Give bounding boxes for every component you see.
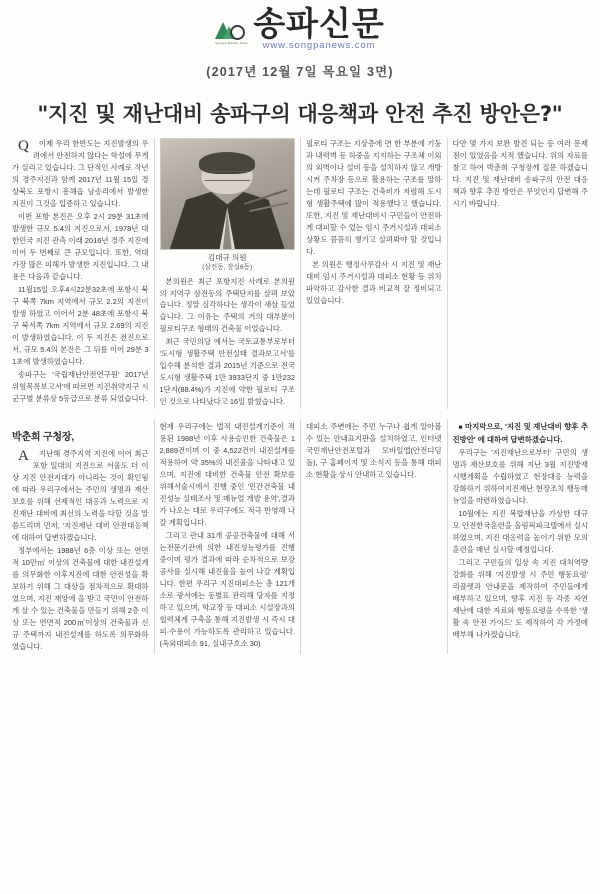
dropcap-q: Q	[18, 138, 29, 154]
column-1	[7, 138, 154, 409]
column-3	[300, 138, 447, 409]
paper-title: 송파신문	[253, 4, 385, 44]
paragraph: 10월에는 지진 복합재난을 가상한 대규모 안전한국훈련을 올림픽파크텔에서 실시하였으며, 지진 대응력을 높이기 위한 모의훈련을 매년 실시할 예정입니다.	[452, 508, 588, 554]
glasses-icon	[205, 171, 250, 181]
photo-caption: 김대규 의원	[207, 253, 247, 262]
column-5	[7, 419, 154, 654]
paragraph: 정부에서는 1988년 6층 이상 또는 연면적 10만㎡ 이상의 건축물에 대한 내진설계를 의무화한 이후지진에 대한 안전성을 확보하기 위해 그 대상을 점차적으로 확대하였으며, 지진 재앙에 을 받고 국민이 안전하게 살 수 있는 건축물을 만들기 위해 2층 이상 또는 연면적 200㎡이상의 건축물과 신규 주택까지 내진설계를 하도록 의무화하였습니다.	[12, 546, 149, 652]
masthead	[0, 0, 600, 52]
portrait-photo	[160, 138, 296, 250]
column-8	[447, 419, 594, 654]
paragraph: 우리구는 '지진재난으로부터' 구민의 생명과 재산보호를 위해 지난 3월 지진방재 시행계획을 수립하였고 현장대응 능력을 강화하기 위하여지진재난 현장조치 행동매뉴얼을 마련하였습니다.	[452, 447, 588, 505]
paragraph	[12, 448, 149, 544]
paragraph	[12, 138, 149, 210]
paragraph-text: 지난해 경주지역 지진에 이어 최근 포항 일대의 지진으로 서울도 더 이상 지진 안전지대가 아니라는 것이 확인됨에 따라 우리구에서는 주민의 생명과 재산보호를 위해 선제적인 대응과 노력으로 지진재난 대비에 최선의 노력을 다할 것을 말씀드리며 먼저, '지진재난 대비 안전대응책 에 대하여 답변하겠습니다.	[12, 449, 149, 543]
column-2	[154, 138, 301, 409]
page-headline: "지진 및 재난대비 송파구의 대응책과 안전 추진 방안은?"	[37, 102, 563, 126]
paragraph-text: 이제 우리 한반도는 지진발생의 우려에서 안전하지 않다는 학설에 무게가 실리고 있습니다. 그 단적인 사례로 작년의 경주지진과 함께 2017년 11월 15일 경상북도 포항시 흥해읍 남송리에서 발생한 지진이 그것을 입증하고 있습니다.	[12, 139, 149, 208]
column-4	[447, 138, 594, 409]
paragraph: 본의원은 최근 포항지진 사례로 본의원의 지역구 삼전동의 주택단지를 살펴 보았습니다. 정말 심각하다는 생각이 새삼 들었습니다. 그 이유는 주택의 거의 대부분이 필로티구조 형태의 건축물 이었습니다.	[159, 276, 295, 334]
logo-subtext: Songpa Weekly News	[215, 41, 249, 45]
songpa-mountain-logo-icon	[215, 14, 249, 45]
photo-caption-sub: (삼전동, 잠실6동)	[202, 263, 253, 271]
paragraph: 최근 국민의당 에서는 국토교통부로부터 '도시형 생활주택 안전실태 결과보고서'를 입수해 분석한 결과 2015년 기준으로 전국 도시형 생활주택 1만 3933단지 중 1만2321단지(88.4%)가 지진에 약한 필로티 구조인 것으로 나타났다고 16일 밝혔습니다.	[159, 337, 295, 407]
column-6	[154, 419, 301, 654]
masthead-text	[253, 4, 385, 52]
photo-figure	[160, 138, 296, 273]
dropcap-a: A	[18, 448, 29, 465]
column-7	[300, 419, 447, 654]
final-bullet-heading: ■ 마지막으로, '지진 및 재난대비 향후 추진방안' 에 대하여 답변하겠습니다.	[453, 421, 589, 446]
upper-columns	[0, 138, 600, 409]
paper-url[interactable]: www.songpanews.com	[262, 40, 376, 52]
dateline: (2017년 12월 7일 목요일 3면)	[206, 65, 394, 79]
paragraph: 송파구는 '국립재난안전연구원' 2017년 위험목록보고서'에 따르면 지진취약지구 시군구별 분류상 5등급으로 분류 되었습니다.	[12, 369, 149, 403]
paragraph: 본 의원은 행정사무감사 시 지진 및 재난대비 임시 주거시설과 대피소 현황 등 위치 파악하고 감사한 결과 비교적 잘 정비되고 있었습니다.	[306, 259, 442, 305]
answer-subheading: 박춘희 구청장,	[12, 432, 74, 444]
paragraph: 이번 포항 본진은 오후 2시 29분 31초에 발생한 규모 5.4의 지진으로서, 1978년 대한민국 지진 관측 이래 2016년 경주 지진에 이어 두 번째로 큰 규모입니다. 또한, 역대 가장 많은 피해가 발생한 지진입니다. 그 내용은 다음과 같습니다.	[12, 211, 149, 281]
paragraph: 그리고 관내 31개 공공건축물에 대해 서는전문기관에 의한 내진성능평가를 진행 중이며 평가 결과에 따라 순차적으로 보강공사를 실시해 내진율을 높여 나갈 계획입니다. 한편 우리구 지진대피소는 총 121개소로 광서에는 동별표 관리해 당자를 지정하고 있으며, 학교장 등 대피소 시설장과의 협력체계 구축을 통해 지진발생 시 즉시 대피·수용이 가능하도록 관리하고 있습니다. (옥외대피소 91, 실내구호소 30)	[159, 531, 295, 649]
paragraph: 11월15일 오후4시22분32초에 포항시 북구 북쪽 7km 지역에서 규모 2.2의 지진이 발생 하였고 이어서 2분 48초에 포항시 북구 북서쪽 7km 지역에서 규모 2.69의 지진이 발생하였습니다. 이 두 지진은 전진으로서, 규모 5.4의 본진은 그 뒤를 이어 29분 31초에 발생하였습니다.	[12, 284, 149, 366]
paragraph: 현재 우리구에는 법적 내진설계기준이 적용된 1988년 이후 사용승인한 건축물은 12,889건이며 이 중 4,522건이 내진설계를 적용하여 약 35%의 내진율을 나타내고 있으며, 지진에 대비한 건축물 안전 확보를 위해서술시에서 진행 중인 '민간건축물 내진성능 실태조사 및 매뉴얼 개발 용역',결과가 나오는 대로 우리구에도 적극 반영해 나갈 계획입니다.	[159, 422, 295, 528]
paragraph: 대피소 주변에는 주민 누구나 쉽게 알아볼 수 있는 안내표지판을 설치하였고, 인터넷 국민재난안전포털과 모바일앱(안전디딤돌), 구 홈페이지 및 소식지 등을 통해 대피소 현황을 상시 안내하고 있습니다.	[306, 422, 442, 480]
paragraph: 그리고 구민들의 일상 속 지진 대처역량 강화를 위해 '지진발생 시 주민 행동요령' 리플렛과 안내문을 제작하여 주민들에게 배부하고 있으며, 향후 지진 등 각종 자연재난에 대한 자료와 행동요령을 수록한 '생활 속 안전 가이드' 도 제작하여 각 가정에 배부해 나가겠습니다.	[452, 557, 588, 639]
paragraph: 다만 몇 가지 보완 발견 되는 등 여러 문제점이 있었음을 지적 했습니다. 위의 자료를 참고 하여 박춘희 구청장께 질문 하겠습니다. 지진 및 재난대비 송파구의 안전 대응책과 향후 추진 방안은 무엇인지 답변해 주시기 바랍니다.	[452, 139, 588, 208]
lower-columns	[0, 419, 600, 654]
paragraph: 필로티 구조는 지상층에 면 한 부분에 기둥과 내력벽 등 하중을 지지하는 구조체 이외의 외벽이나 설비 등을 설치하지 않고 개방시켜 주차장 등으로 활용하는 구조를 말하는데 필로티 구조는 건축비가 저렴해 도시형 생활주택에 많이 적용했다고 했습니다. 또한, 지진 및 재난대비시 구민들이 안전하게 대피할 수 있는 임시 주거시설과 대피소 상황도 꼼꼼히 챙기고 살펴봐야 할 것입니다.	[306, 139, 442, 256]
